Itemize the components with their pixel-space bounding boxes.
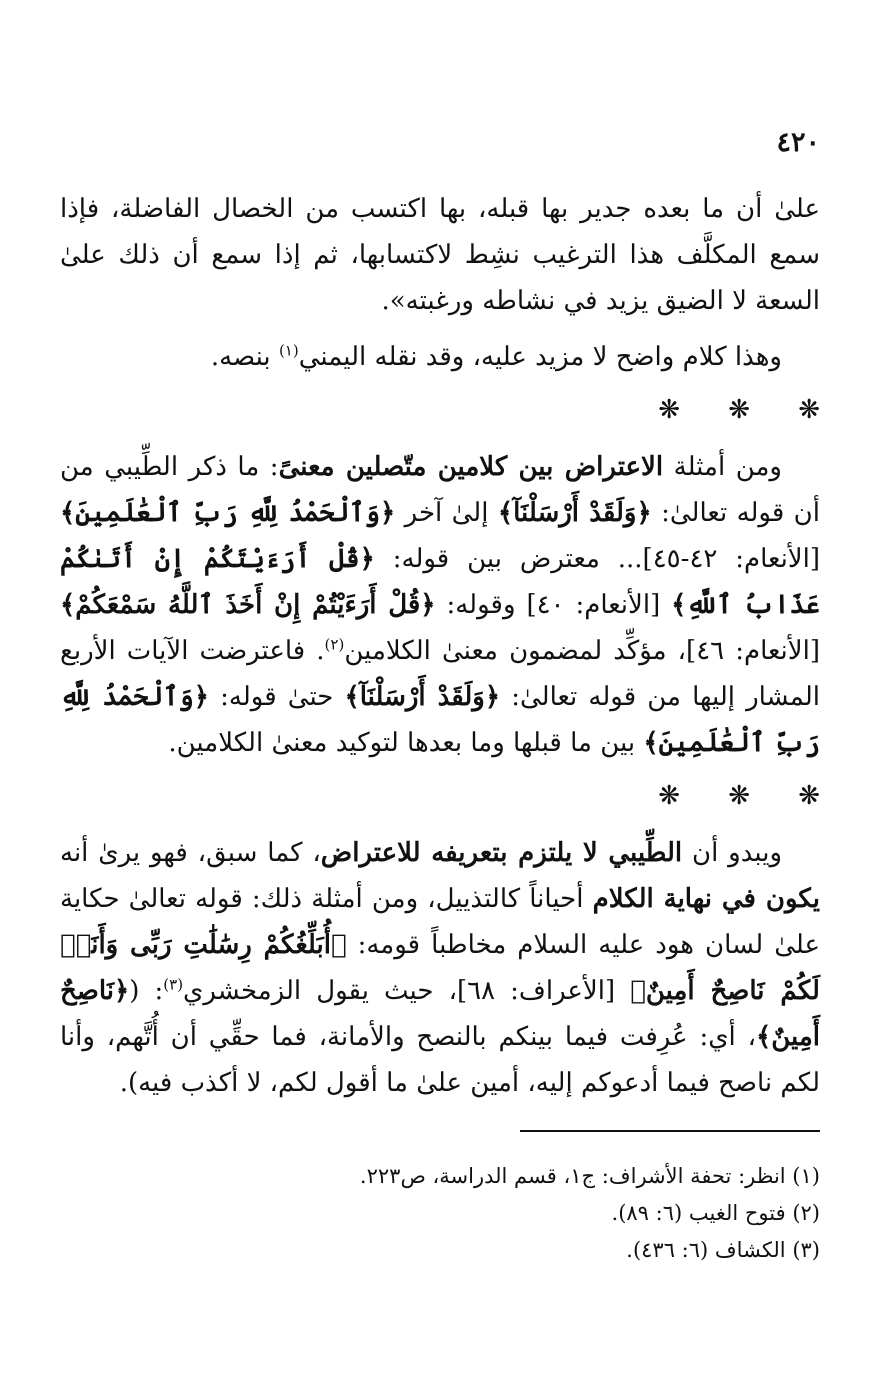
quran-verse: ﴿وَلَقَدْ أَرْسَلْنَآ﴾ xyxy=(497,498,652,528)
p4-text: ، كما سبق، فهو يرىٰ أنه xyxy=(60,838,321,868)
p3-text: حتىٰ قوله: xyxy=(209,682,345,712)
p3-text: [الأنعام: ٤٦]، مؤكِّد لمضمون معنىٰ الكلامين xyxy=(344,636,820,666)
asterism-star: ❋ xyxy=(658,395,680,425)
footnote-3: (٣) الكشاف (٦: ٤٣٦). xyxy=(626,1238,820,1262)
paragraph-3 xyxy=(60,444,820,766)
p4-text: [الأعراف: ٦٨]، حيث يقول الزمخشري xyxy=(183,976,631,1006)
quran-verse: ﴿أُبَلِّغُكُمْ رِسَٰلَٰتِ رَبِّى وَأَنَا۠ لَكُمْ نَاصِحٌ أَمِينٌ﴾ xyxy=(60,930,820,1006)
p4-text: أحياناً كالتذييل، ومن أمثلة ذلك: قوله تعالىٰ حكاية علىٰ لسان هود عليه السلام مخاطباً قومه: xyxy=(60,884,820,960)
asterism-star: ❋ xyxy=(728,395,750,425)
quran-verse: ﴿نَاصِحٌ أَمِينٌ﴾ xyxy=(60,976,820,1052)
section-separator-2 xyxy=(60,776,820,816)
p4-text: ، أي: عُرِفت فيما بينكم بالنصح والأمانة، فما حقِّي أن أُتَّهم، وأنا لكم ناصح فيما أدعوكم إليه، أمين علىٰ ما أقول لكم، لا أكذب فيه). xyxy=(60,1022,820,1098)
quran-verse: ﴿قُلْ أَرَءَيْتُمْ إِنْ أَخَذَ ٱللَّهُ سَمْعَكُمْ﴾ xyxy=(60,590,436,620)
p3-text: بين ما قبلها وما بعدها لتوكيد معنىٰ الكلامين. xyxy=(168,728,644,758)
footnote-1: (١) انظر: تحفة الأشراف: ج١، قسم الدراسة، ص٢٢٣. xyxy=(359,1164,820,1188)
p4-text: ويبدو أن xyxy=(682,838,782,868)
paragraph-1: علىٰ أن ما بعده جدير بها قبله، بها اكتسب من الخصال الفاضلة، فإذا سمع المكلَّف هذا الترغيب نشِط لاكتسابها، ثم إذا سمع أن ذلك علىٰ السعة لا الضيق يزيد في نشاطه ورغبته». xyxy=(60,194,820,316)
paragraph-2-end: بنصه. xyxy=(210,342,279,372)
quran-verse: ﴿وَٱلْحَمْدُ لِلَّهِ رَبِّ ٱلْعَٰلَمِينَ﴾ xyxy=(60,682,820,758)
p3-text: ومن أمثلة xyxy=(663,452,782,482)
paragraph-2 xyxy=(60,334,820,380)
footnote-ref-2: (٢) xyxy=(324,635,345,654)
footnote-ref-1: (١) xyxy=(278,341,299,360)
quran-verse: ﴿قُلْ أَرَءَيْتَكُمْ إِنْ أَتَىٰكُمْ عَذَابُ ٱللَّهِ﴾ xyxy=(60,544,820,620)
footnote-ref-3: (٣) xyxy=(163,975,184,994)
p4-text: : ( xyxy=(129,976,164,1006)
main-text xyxy=(60,186,820,1106)
p4-bold-term: الطِّيبي لا يلتزم بتعريفه للاعتراض xyxy=(320,838,683,868)
quran-verse: ﴿وَٱلْحَمْدُ لِلَّهِ رَبِّ ٱلْعَٰلَمِينَ﴾ xyxy=(60,498,396,528)
footnotes xyxy=(60,1158,820,1269)
asterism-star: ❋ xyxy=(728,781,750,811)
paragraph-4 xyxy=(60,830,820,1106)
p3-text: : ما ذكر الطِّيبي من أن قوله تعالىٰ: xyxy=(60,452,820,528)
p3-text: إلىٰ آخر xyxy=(395,498,498,528)
quran-verse: ﴿وَلَقَدْ أَرْسَلْنَآ﴾ xyxy=(344,682,501,712)
asterism-star: ❋ xyxy=(658,781,680,811)
p4-bold-term: يكون في نهاية الكلام xyxy=(592,884,820,914)
p3-text: . فاعترضت الآيات الأربع المشار إليها من قوله تعالىٰ: xyxy=(60,636,820,712)
p3-text: [الأنعام: ٤٢-٤٥]... معترض بين قوله: xyxy=(374,544,820,574)
p3-bold-term: الاعتراض بين كلامين متّصلين معنىً xyxy=(278,452,664,482)
p3-text: [الأنعام: ٤٠] وقوله: xyxy=(435,590,672,620)
page-number: ٤٢٠ xyxy=(776,127,820,158)
footnote-divider xyxy=(520,1130,820,1132)
footnote-2: (٢) فتوح الغيب (٦: ٨٩). xyxy=(611,1201,820,1225)
paragraph-2-text: وهذا كلام واضح لا مزيد عليه، وقد نقله اليمني xyxy=(298,342,782,372)
book-page xyxy=(60,0,820,1389)
asterism-star: ❋ xyxy=(798,395,820,425)
asterism-star: ❋ xyxy=(798,781,820,811)
section-separator-1 xyxy=(60,390,820,430)
